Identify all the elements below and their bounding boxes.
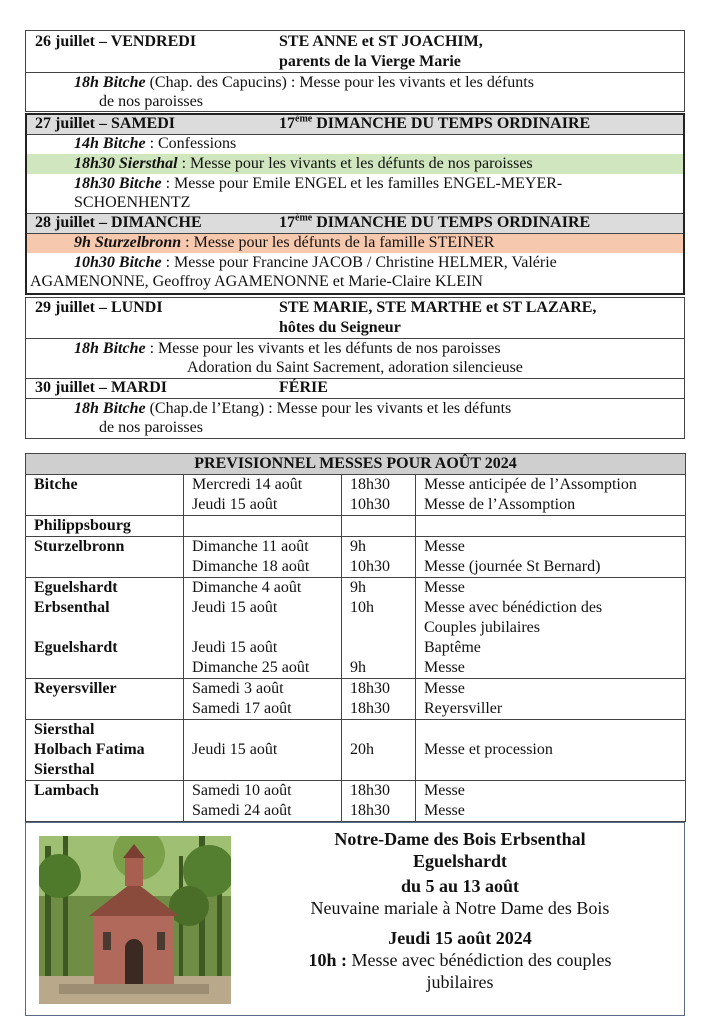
time-line — [350, 618, 415, 638]
desc-line: Messe avec bénédiction des — [424, 599, 603, 616]
mass-text: (Chap. des Capucins) : Messe pour les vivants et les défunts — [145, 74, 534, 91]
desc-cell — [416, 475, 686, 516]
mass-time: 18h30 Siersthal — [74, 155, 178, 172]
place-line: Erbsenthal — [34, 599, 110, 616]
date-line: Dimanche 11 août — [192, 538, 309, 555]
desc-line: Reyersviller — [424, 700, 503, 717]
neuvaine-text — [245, 828, 675, 993]
day-26-feast-1: STE ANNE et ST JOACHIM, — [279, 33, 483, 50]
date-cell — [184, 537, 342, 578]
place-line: Siersthal — [34, 721, 95, 738]
day-30-mass — [74, 399, 511, 419]
feast-rest: DIMANCHE DU TEMPS ORDINAIRE — [312, 214, 591, 231]
desc-line: Messe — [424, 579, 465, 596]
mass-time: 18h30 Bitche — [74, 175, 162, 192]
date-line: Samedi 10 août — [192, 782, 292, 799]
date-line: Samedi 24 août — [192, 802, 292, 819]
day-26-feast-2: parents de la Vierge Marie — [279, 53, 461, 70]
time-cell — [342, 578, 416, 679]
desc-cell — [416, 781, 686, 822]
place-line: Eguelshardt — [34, 579, 118, 596]
place-line: Reyersviller — [34, 680, 117, 697]
date-line: Jeudi 15 août — [192, 741, 278, 758]
desc-line: Messe — [424, 659, 465, 676]
desc-line: Baptême — [424, 639, 481, 656]
neuvaine-title-1: Notre-Dame des Bois Erbsenthal — [334, 829, 586, 849]
day-29-feast-2: hôtes du Seigneur — [279, 319, 401, 336]
day-28-mass-1 — [74, 233, 494, 253]
desc-line — [424, 516, 685, 536]
date-line: Dimanche 25 août — [192, 659, 310, 676]
neuvaine-dates: du 5 au 13 août — [400, 876, 520, 896]
date-cell — [184, 516, 342, 537]
date-line: Mercredi 14 août — [192, 476, 303, 493]
date-cell — [184, 720, 342, 781]
place-cell — [26, 720, 184, 781]
date-cell — [184, 781, 342, 822]
time-line: 20h — [350, 741, 374, 758]
mass-time: 9h Sturzelbronn — [74, 234, 182, 251]
previsionnel-row — [26, 578, 686, 679]
neuvaine-text-1: Messe avec bénédiction des couples — [347, 950, 612, 970]
day-26-date: 26 juillet – VENDREDI — [35, 33, 197, 50]
day-26-mass-cont: de nos paroisses — [99, 93, 203, 110]
time-line: 10h30 — [350, 558, 390, 575]
place-line: Holbach Fatima — [34, 741, 145, 758]
time-line: 9h — [350, 579, 366, 596]
time-line: 18h30 — [350, 700, 390, 717]
time-cell — [342, 537, 416, 578]
mass-time: 18h Bitche — [74, 74, 146, 91]
mass-text: (Chap.de l’Etang) : Messe pour les vivants et les défunts — [145, 400, 512, 417]
place-line: Siersthal — [34, 761, 95, 778]
previsionnel-title: PREVISIONNEL MESSES POUR AOÛT 2024 — [26, 454, 686, 475]
day-29-mass — [74, 339, 501, 359]
time-cell — [342, 781, 416, 822]
desc-cell — [416, 578, 686, 679]
place-cell — [26, 537, 184, 578]
time-line: 18h30 — [350, 782, 390, 799]
previsionnel-row — [26, 537, 686, 578]
day-28-date: 28 juillet – DIMANCHE — [35, 214, 202, 231]
day-29-date: 29 juillet – LUNDI — [35, 299, 163, 316]
date-line: Jeudi 15 août — [192, 639, 278, 656]
place-line — [34, 618, 183, 638]
date-line: Jeudi 15 août — [192, 599, 278, 616]
desc-cell — [416, 537, 686, 578]
time-cell — [342, 516, 416, 537]
day-27-feast — [279, 114, 590, 134]
day-29-mass-cont: Adoration du Saint Sacrement, adoration silencieuse — [187, 359, 523, 376]
desc-line: Messe — [424, 782, 465, 799]
date-cell — [184, 578, 342, 679]
day-27-mass-2 — [74, 154, 533, 174]
desc-line: Messe — [424, 680, 465, 697]
day-27-mass-3-cont: SCHOENHENTZ — [74, 194, 191, 211]
day-28-feast — [279, 213, 590, 233]
desc-cell — [416, 516, 686, 537]
desc-line: Messe (journée St Bernard) — [424, 558, 601, 575]
desc-line: Messe anticipée de l’Assomption — [424, 476, 637, 493]
time-line — [350, 720, 415, 740]
date-line — [192, 618, 341, 638]
desc-line: Messe — [424, 538, 465, 555]
day-27-date: 27 juillet – SAMEDI — [35, 115, 175, 132]
desc-cell — [416, 679, 686, 720]
neuvaine-line — [245, 949, 675, 971]
day-30-feast: FÉRIE — [279, 379, 328, 396]
date-cell — [184, 679, 342, 720]
time-line: 18h30 — [350, 476, 390, 493]
mass-text: : Confessions — [145, 135, 237, 152]
feast-num: 17 — [279, 214, 295, 231]
mass-text: : Messe pour les vivants et les défunts de nos paroisses — [177, 155, 533, 172]
desc-line: Messe et procession — [424, 741, 553, 758]
place-cell — [26, 578, 184, 679]
date-line: Dimanche 18 août — [192, 558, 310, 575]
place-line: Bitche — [34, 476, 78, 493]
time-line: 9h — [350, 538, 366, 555]
date-line — [192, 760, 341, 780]
time-cell — [342, 475, 416, 516]
chapel-photo — [39, 836, 231, 1004]
feast-sup: ème — [295, 113, 313, 125]
mass-text: : Messe pour Emile ENGEL et les familles ENGEL-MEYER- — [161, 175, 563, 192]
day-30-mass-cont: de nos paroisses — [99, 419, 203, 436]
mass-text: : Messe pour les défunts de la famille STEINER — [181, 234, 495, 251]
place-cell — [26, 516, 184, 537]
time-line: 18h30 — [350, 802, 390, 819]
place-line: Eguelshardt — [34, 639, 118, 656]
day-26-mass — [74, 73, 534, 93]
desc-line: Messe de l’Assomption — [424, 496, 576, 513]
date-line — [192, 720, 341, 740]
feast-rest: DIMANCHE DU TEMPS ORDINAIRE — [312, 115, 591, 132]
day-27-mass-3 — [74, 174, 562, 194]
time-line — [350, 638, 415, 658]
date-line: Samedi 3 août — [192, 680, 284, 697]
place-cell — [26, 679, 184, 720]
neuvaine-date2: Jeudi 15 août 2024 — [388, 928, 532, 948]
date-line: Samedi 17 août — [192, 700, 292, 717]
time-line: 18h30 — [350, 680, 390, 697]
time-line: 10h — [350, 599, 374, 616]
place-line: Philippsbourg — [34, 517, 131, 534]
day-29-feast-1: STE MARIE, STE MARTHE et ST LAZARE, — [279, 299, 597, 316]
time-cell — [342, 679, 416, 720]
previsionnel-row — [26, 720, 686, 781]
mass-time: 14h Bitche — [74, 135, 146, 152]
day-28-mass-2 — [74, 253, 557, 273]
desc-cell — [416, 720, 686, 781]
day-27-mass-1 — [74, 134, 236, 154]
place-line: Sturzelbronn — [34, 538, 125, 555]
previsionnel-table — [25, 453, 686, 822]
time-line: 9h — [350, 659, 366, 676]
place-cell — [26, 475, 184, 516]
place-line: Lambach — [34, 782, 99, 799]
time-line: 10h30 — [350, 496, 390, 513]
mass-time: 18h Bitche — [74, 400, 146, 417]
date-line: Jeudi 15 août — [192, 496, 278, 513]
mass-text: : Messe pour Francine JACOB / Christine HELMER, Valérie — [161, 254, 557, 271]
date-cell — [184, 475, 342, 516]
mass-time: 10h30 Bitche — [74, 254, 162, 271]
desc-line — [424, 720, 685, 740]
previsionnel-row — [26, 516, 686, 537]
day-30-date: 30 juillet – MARDI — [35, 379, 167, 396]
chapel-photo-icon — [39, 836, 231, 1004]
desc-line: Couples jubilaires — [424, 619, 540, 636]
neuvaine-subtitle: Neuvaine mariale à Notre Dame des Bois — [310, 898, 610, 918]
previsionnel-row — [26, 679, 686, 720]
time-cell — [342, 720, 416, 781]
feast-num: 17 — [279, 115, 295, 132]
feast-sup: ème — [295, 212, 313, 224]
place-line — [34, 658, 183, 678]
previsionnel-row — [26, 475, 686, 516]
date-line — [192, 516, 341, 536]
neuvaine-time: 10h : — [308, 950, 348, 970]
previsionnel-row — [26, 781, 686, 822]
mass-text: : Messe pour les vivants et les défunts de nos paroisses — [145, 340, 501, 357]
date-line: Dimanche 4 août — [192, 579, 302, 596]
time-line — [350, 760, 415, 780]
day-28-mass-2-cont: AGAMENONNE, Geoffroy AGAMENONNE et Marie-Claire KLEIN — [30, 273, 483, 290]
neuvaine-text-2: jubilaires — [426, 972, 494, 992]
neuvaine-title-2: Eguelshardt — [412, 851, 508, 871]
time-line — [350, 516, 415, 536]
desc-line — [424, 760, 685, 780]
desc-line: Messe — [424, 802, 465, 819]
mass-time: 18h Bitche — [74, 340, 146, 357]
place-cell — [26, 781, 184, 822]
